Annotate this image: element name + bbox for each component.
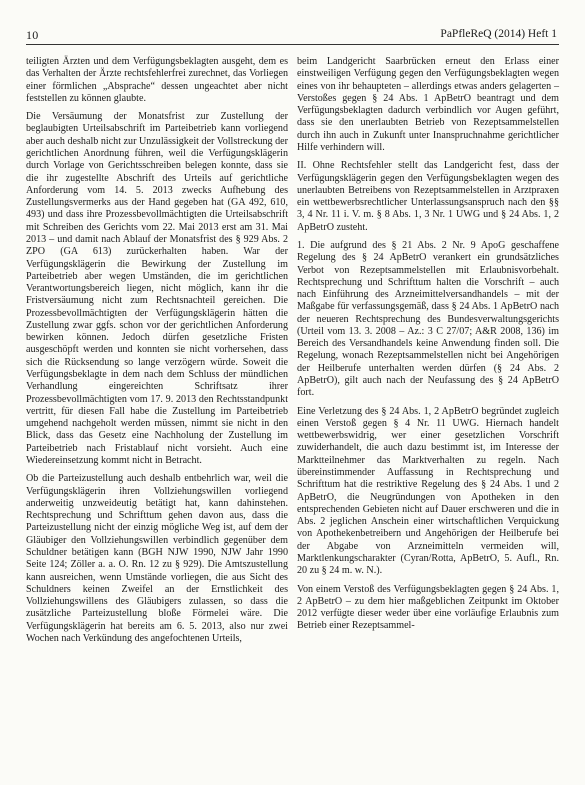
- right-column: [297, 56, 559, 639]
- paragraph: Ob die Parteizustellung auch deshalb entbehrlich war, weil die Verfügungsklägerin ihren Vollziehungswillen vorliegend anderweitig unzweideutig betätigt hat, kann dahinstehen. Rechtsprechung und Schrifttum gehen davon aus, dass die Parteizustellung nicht der einzig mögliche Weg ist, auf dem der Gläubiger den Vollziehungswillen verbindlich gegenüber dem Schuldner betätigen kann (BGH NJW 1990, NJW Jahr 1990 Seite 124; Zöller a. a. O. Rn. 12 zu § 929). Die Amtszustellung kann ausreichen, wenn Umstände vorliegen, die aus Sicht des Schuldners keinen Zweifel an der Ernstlichkeit des Vollziehungswillens des Gläubigers zulassen, so dass die zusätzliche Parteizustellung bloße Förmelei wäre. Die Verfügungsklägerin hat bereits am 6. 5. 2013, also nur zwei Wochen nach Verkündung des angefochtenen Urteils,: [26, 473, 288, 644]
- paragraph: beim Landgericht Saarbrücken erneut den Erlass einer einstweiligen Verfügung gegen den Verfügungsbeklagten wegen eines von ihr behaupteten – allerdings etwas anders gelagerten – Verstoßes gegen § 24 Abs. 1 ApBetrO beantragt und dem Verfügungsbeklagten dadurch verbindlich vor Augen geführt, dass sie den unerlaubten Betrieb von Rezeptsammelstellen durch ihn auch in Zukunft unter Inanspruchnahme gerichtlicher Hilfe verhindern will.: [297, 56, 559, 153]
- running-head: PaPfleReQ (2014) Heft 1: [440, 28, 557, 40]
- paragraph: Eine Verletzung des § 24 Abs. 1, 2 ApBetrO begründet zugleich einen Verstoß gegen § 4 Nr. 11 UWG. Hiernach handelt wettbewerbswidrig, wer einer gesetzlichen Vorschrift zuwiderhandelt, die auch dazu bestimmt ist, im Interesse der Marktteilnehmer das Marktverhalten zu regeln. Nach übereinstimmender Auffassung in Rechtsprechung und Schrifttum hat die restriktive Regelung des § 24 Abs. 1 und 2 ApBetrO, die Neugründungen von Apotheken in den entsprechenden Gebieten nicht auf Dauer erschweren und die in Abs. 2 jeglichen Anschein einer wirtschaftlichen Verquickung von Apothekenbetreibern und Angehörigen der Heilberufe bei der Abgabe von Arzneimitteln vermeiden will, Marktlenkungscharakter (Cyran/Rotta, ApBetrO, 5. Aufl., Rn. 20 zu § 24 m. w. N.).: [297, 405, 559, 577]
- paragraph: II. Ohne Rechtsfehler stellt das Landgericht fest, dass der Verfügungsklägerin gegen den Verfügungsbeklagten wegen des unerlaubten Betreibens von Rezeptsammelstellen in Arztpraxen ein wettbewerbsrechtlicher Unterlassungsanspruch nach den §§ 3, 4 Nr. 11 i. V. m. § 8 Abs. 1, 3 Nr. 1 UWG und § 24 Abs. 1, 2 ApBetrO zusteht.: [297, 160, 559, 233]
- paragraph: 1. Die aufgrund des § 21 Abs. 2 Nr. 9 ApoG geschaffene Regelung des § 24 ApBetrO verankert ein grundsätzliches Verbot von Rezeptsammelstellen mit Erlaubnisvorbehalt. Rechtsprechung und Schrifttum halten die Vorschrift – auch nach Einführung des Arzneimittelversandhandels – mit der Maßgabe für verfassungsgemäß, dass § 24 Abs. 1 ApBetrO nach der neueren Rechtsprechung des Bundesverwaltungsgerichts (Urteil vom 13. 3. 2008 – Az.: 3 C 27/07; A&R 2008, 136) im Bereich des Versandhandels keine Anwendung finden soll. Die Regelung, wonach Rezeptsammelstellen nicht bei Angehörigen der Heilberufe unterhalten werden dürfen (§ 24 Abs. 2 ApBetrO), gilt auch nach der Neufassung des § 24 ApBetrO fort.: [297, 239, 559, 399]
- paragraph: teiligten Ärzten und dem Verfügungsbeklagten ausgeht, dem es das Verhalten der Ärzte rechtsfehlerfrei zurechnet, das Vorliegen einer förmlichen „Absprache“ dessen ungeachtet aber nicht feststellen zu können glaubte.: [26, 56, 288, 104]
- paragraph: Die Versäumung der Monatsfrist zur Zustellung der beglaubigten Urteilsabschrift im Parteibetrieb kann vorliegend aber auch deshalb nicht zur Unzulässigkeit der Vollstreckung der gerichtlichen Anordnung führen, weil die Verfügungsklägerin durch Vorlage von Gerichtsschreiben belegen konnte, dass sie die ihr zugestellte Abschrift des Urteils auf gerichtliche Anforderung vom 14. 5. 2013 zwecks Aufhebung des Zustellungsvermerks aus der Hand gegeben hat (GA 492, 610, 493) und dass ihre Prozessbevollmächtigten die Urteilsabschrift mit Schreiben des Gerichts vom 22. Mai 2013 erst am 31. Mai 2013 – und damit nach Ablauf der Monatsfrist des § 929 Abs. 2 ZPO (GA 613) zurückerhalten haben. War der Verfügungsklägerin die Bewirkung der Zustellung im Parteibetrieb aber wegen Umständen, die im gerichtlichen Verantwortungsbereich liegen, nicht möglich, kann ihr die Fristversäumung nicht zum Rechtsnachteil gereichen. Die Prozessbevollmächtigten der Verfügungsklägerin hätten die Zustellung zwar ggfs. schon vor der gerichtlichen Anforderung bewirken können. Jedoch dürfen gesetzliche Fristen ausgeschöpft werden und konnten sie nicht vorhersehen, dass sich die Rücksendung so lange verzögern würde. Soweit die Verfügungsbeklagte in dem nach dem Schluss der mündlichen Verhandlung eingereichten Schriftsatz ihrer Prozessbevollmächtigten vom 17. 9. 2013 den Rechtsstandpunkt vertritt, für diesen Fall habe die Zustellung im Parteibetrieb umgehend nachgeholt werden müssen, nimmt sie nicht in den Blick, dass das Gesetz eine Nachholung der Zustellung im Parteibetrieb nach Fristablauf nicht vorsieht. Auch eine Wiedereinsetzung kommt nicht in Betracht.: [26, 111, 288, 466]
- left-column: [26, 56, 288, 651]
- page-number: 10: [26, 28, 39, 42]
- paragraph: Von einem Verstoß des Verfügungsbeklagten gegen § 24 Abs. 1, 2 ApBetrO – zu dem hier maßgeblichen Zeitpunkt im Oktober 2012 verfügte dieser weder über eine vorläufige Erlaubnis zum Betrieb einer Rezeptsammel-: [297, 583, 559, 632]
- header-rule: [26, 44, 559, 45]
